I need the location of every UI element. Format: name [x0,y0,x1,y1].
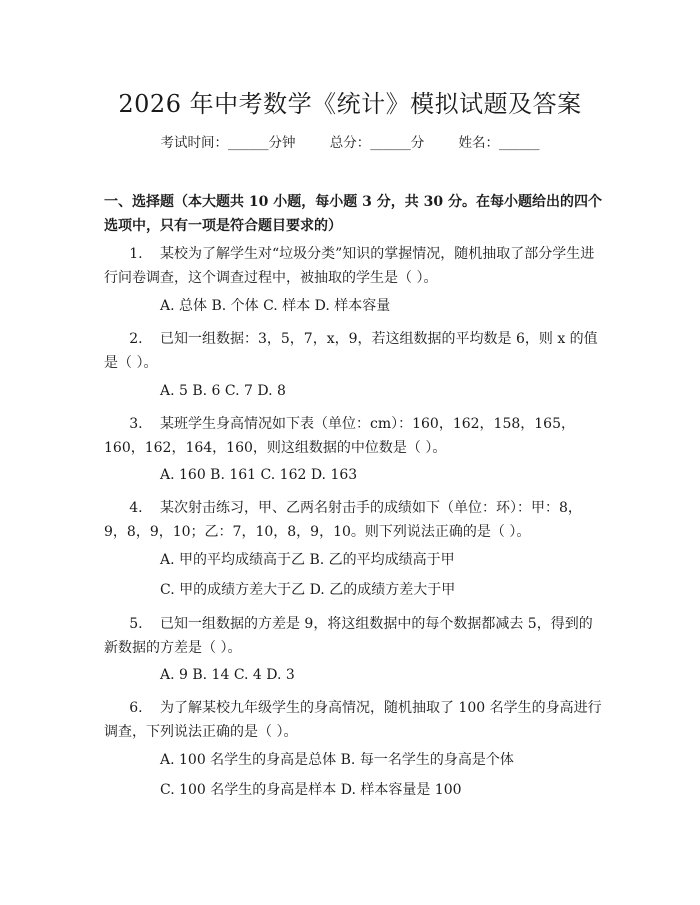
question-6 [104,696,604,744]
question-6-options-row2: C. 100 名学生的身高是样本 D. 样本容量是 100 [160,782,462,798]
question-number: 5. [129,616,143,632]
question-5 [104,612,604,660]
question-text: 某次射击练习，甲、乙两名射击手的成绩如下（单位：环）：甲：8，9，8，9，10；乙：7，10，8，9，10。则下列说法正确的是（ ）。 [104,500,582,540]
question-5-options: A. 9 B. 14 C. 4 D. 3 [160,667,295,683]
page-title: 2026 年中考数学《统计》模拟试题及答案 [118,90,582,118]
question-4 [104,496,604,544]
question-text: 已知一组数据的方差是 9，将这组数据中的每个数据都减去 5，得到的新数据的方差是（ ）。 [104,616,593,656]
question-number: 4. [129,500,143,516]
question-3-options: A. 160 B. 161 C. 162 D. 163 [160,467,358,483]
question-2 [104,327,604,375]
student-name-field: 姓名：______ [458,135,540,151]
question-4-options-row2: C. 甲的成绩方差大于乙 D. 乙的成绩方差大于甲 [160,582,456,598]
question-3 [104,412,604,460]
question-number: 1. [129,246,143,262]
question-text: 已知一组数据：3，5，7，x，9，若这组数据的平均数是 6，则 x 的值是（ ）。 [104,331,598,371]
question-2-options: A. 5 B. 6 C. 7 D. 8 [160,383,286,399]
question-text: 某校为了解学生对“垃圾分类”知识的掌握情况，随机抽取了部分学生进行问卷调查，这个调查过程中，被抽取的学生是（ ）。 [104,246,595,286]
question-number: 6. [129,700,143,716]
question-number: 3. [129,416,143,432]
question-4-options-row1: A. 甲的平均成绩高于乙 B. 乙的平均成绩高于甲 [160,552,455,568]
question-1-options: A. 总体 B. 个体 C. 样本 D. 样本容量 [160,298,391,314]
question-6-options-row1: A. 100 名学生的身高是总体 B. 每一名学生的身高是个体 [160,752,514,768]
question-text: 为了解某校九年级学生的身高情况，随机抽取了 100 名学生的身高进行调查，下列说法正确的是（ ）。 [104,700,602,740]
total-score-field: 总分：______分 [329,135,425,151]
section-heading: 一、选择题（本大题共 10 小题，每小题 3 分，共 30 分。在每小题给出的四个选项中，只有一项是符合题目要求的） [104,194,602,234]
exam-time-field: 考试时间：______分钟 [160,135,296,151]
exam-meta [0,131,700,151]
question-1 [104,242,604,290]
question-text: 某班学生身高情况如下表（单位：cm）：160，162，158，165，160，162，164，160，则这组数据的中位数是（ ）。 [104,416,575,456]
question-number: 2. [129,331,143,347]
